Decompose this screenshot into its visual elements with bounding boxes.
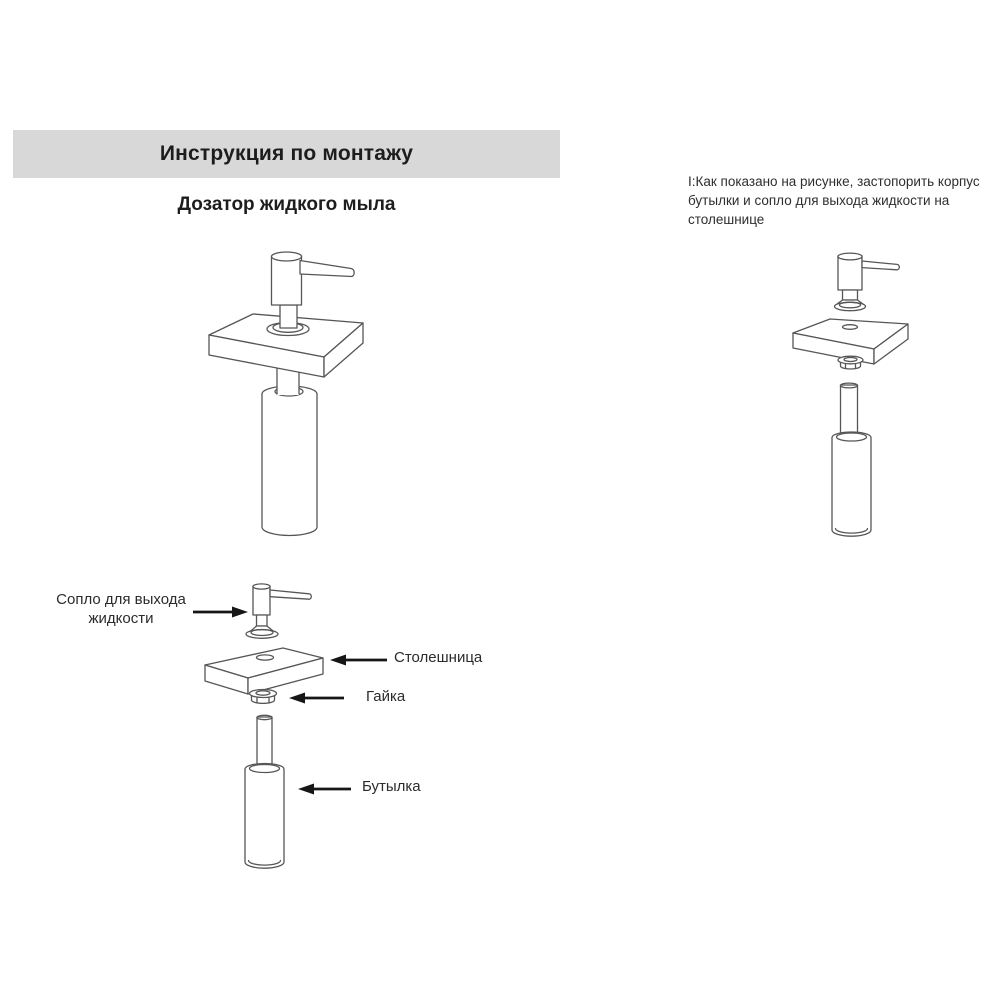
instruction-note: I:Как показано на рисунке, застопорить корпус бутылки и сопло для выхода жидкости на столешнице [688,174,980,227]
label-bottle: Бутылка [362,778,421,795]
right-arrow-icon [192,604,248,620]
bottle-drawing [262,386,317,536]
pump-head-drawing [246,584,311,638]
left-arrow-icon [289,690,345,706]
pump-tube-drawing [841,383,858,437]
label-nozzle: Сопло для выхода жидкости [56,591,186,627]
page-subtitle: Дозатор жидкого мыла [177,194,396,215]
nut-drawing [250,690,277,704]
assembled-dispenser-diagram [180,243,400,548]
label-nut: Гайка [366,688,406,705]
bottle-drawing [245,764,284,869]
label-countertop: Столешница [394,649,483,666]
page-title: Инструкция по монтажу [159,142,414,165]
left-arrow-icon [298,781,352,797]
pump-head-drawing [272,252,355,328]
exploded-dispenser-diagram-small [785,248,915,543]
nut-drawing [838,356,863,369]
header-bar [13,130,560,178]
pump-tube-drawing [257,715,272,769]
bottle-drawing [832,432,871,536]
left-arrow-icon [330,652,388,668]
exploded-dispenser-diagram [190,578,340,880]
countertop-plate-drawing [205,648,323,694]
pump-head-drawing [835,253,900,311]
